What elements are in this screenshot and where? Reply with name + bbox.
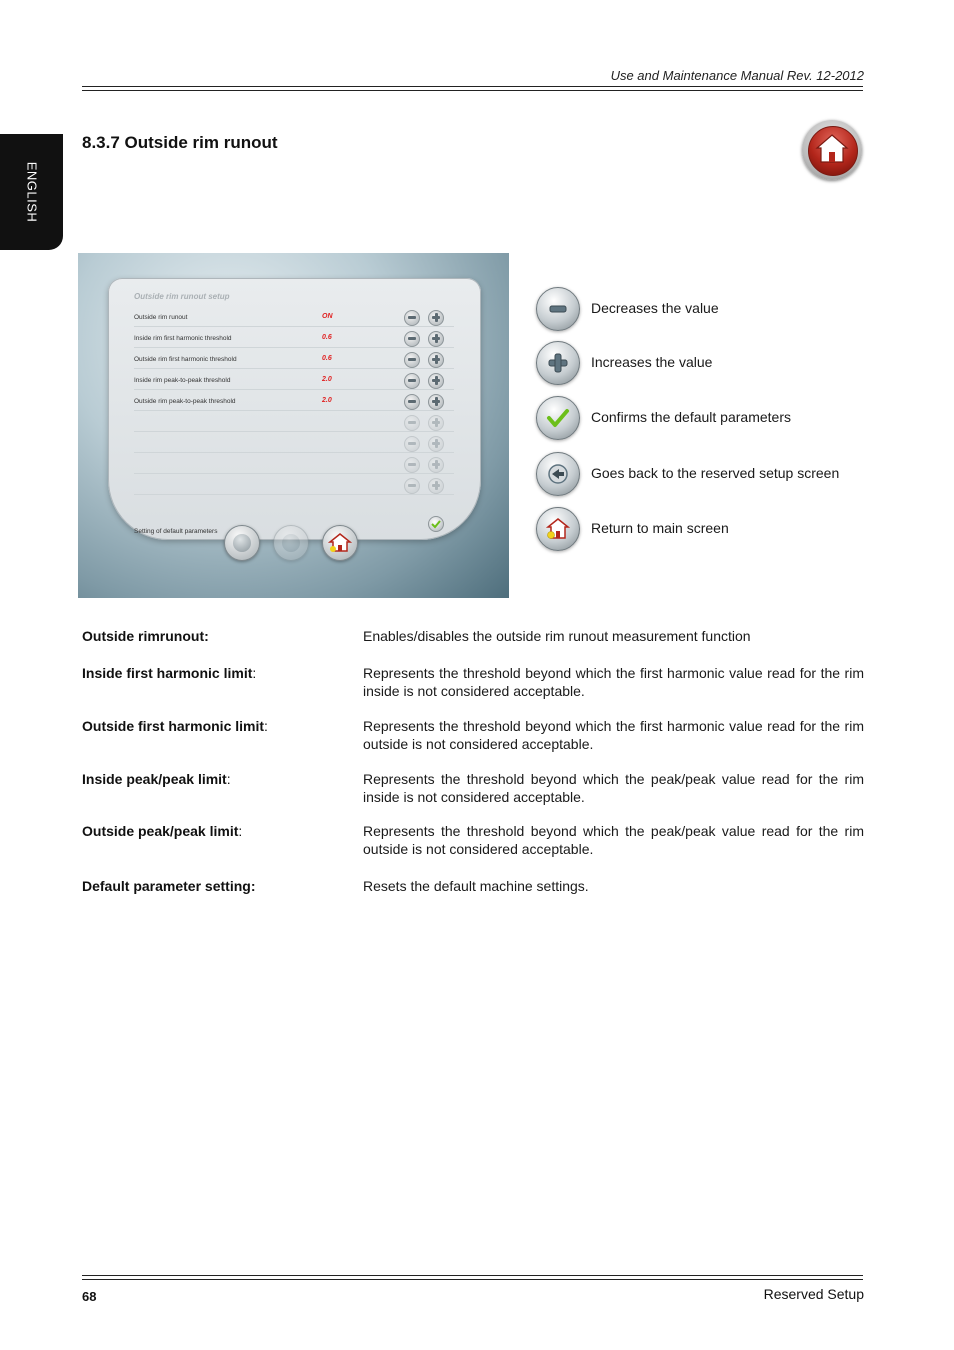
footer-section-name: Reserved Setup [763, 1286, 864, 1302]
row-value: 0.6 [322, 355, 332, 362]
disabled-button [273, 525, 309, 561]
page-number: 68 [82, 1289, 97, 1304]
definition-term: Inside peak/peak limit: [82, 771, 231, 787]
back-arrow-icon [536, 452, 580, 496]
legend-label: Increases the value [591, 354, 713, 370]
footer-rule-thin [82, 1279, 863, 1280]
panel-title: Outside rim runout setup [134, 292, 230, 301]
plus-icon [428, 415, 444, 431]
header-rule [82, 86, 863, 87]
minus-icon [404, 478, 420, 494]
minus-icon[interactable] [404, 331, 420, 347]
empty-row [134, 434, 454, 453]
row-value: 2.0 [322, 376, 332, 383]
setup-row [134, 350, 454, 369]
plus-icon [536, 341, 580, 385]
legend-label: Confirms the default parameters [591, 409, 791, 425]
header-rule-thin [82, 90, 863, 91]
row-label: Outside rim first harmonic threshold [134, 356, 237, 363]
legend-label: Decreases the value [591, 300, 719, 316]
minus-icon[interactable] [404, 394, 420, 410]
definition-description: Represents the threshold beyond which the peak/peak value read for the rim outside is not considered acceptable. [363, 823, 864, 857]
row-value: ON [322, 313, 333, 320]
minus-icon [404, 415, 420, 431]
minus-icon[interactable] [404, 373, 420, 389]
plus-icon[interactable] [428, 394, 444, 410]
plus-icon[interactable] [428, 331, 444, 347]
plus-icon [428, 478, 444, 494]
plus-icon[interactable] [428, 352, 444, 368]
legend-label: Goes back to the reserved setup screen [591, 465, 840, 481]
setup-row [134, 392, 454, 411]
definition-description: Resets the default machine settings. [363, 878, 589, 894]
definition-term: Outside first harmonic limit: [82, 718, 268, 734]
row-label: Inside rim peak-to-peak threshold [134, 377, 231, 384]
row-value: 2.0 [322, 397, 332, 404]
check-icon [536, 396, 580, 440]
minus-icon [404, 457, 420, 473]
home-icon [536, 507, 580, 551]
definition-description: Represents the threshold beyond which the peak/peak value read for the rim inside is not considered acceptable. [363, 771, 864, 805]
setup-row [134, 371, 454, 390]
minus-icon [404, 436, 420, 452]
check-icon[interactable] [428, 516, 444, 532]
definition-term: Outside rimrunout: [82, 628, 209, 644]
definition-term: Default parameter setting: [82, 878, 256, 894]
definition-description: Represents the threshold beyond which the first harmonic value read for the rim outside is not considered acceptable. [363, 718, 864, 752]
section-title: 8.3.7 Outside rim runout [82, 133, 278, 152]
setup-row [134, 308, 454, 327]
definition-description: Enables/disables the outside rim runout measurement function [363, 628, 751, 644]
language-tab [0, 134, 63, 250]
minus-icon [536, 287, 580, 331]
row-value: 0.6 [322, 334, 332, 341]
back-arrow-icon[interactable] [224, 525, 260, 561]
row-label: Inside rim first harmonic threshold [134, 335, 232, 342]
plus-icon[interactable] [428, 310, 444, 326]
default-setting-label: Setting of default parameters [134, 528, 218, 535]
row-label: Outside rim peak-to-peak threshold [134, 398, 236, 405]
empty-row [134, 455, 454, 474]
definition-description: Represents the threshold beyond which the first harmonic value read for the rim inside is not considered acceptable. [363, 665, 864, 699]
empty-row [134, 476, 454, 495]
minus-icon[interactable] [404, 352, 420, 368]
plus-icon [428, 457, 444, 473]
legend-label: Return to main screen [591, 520, 729, 536]
row-label: Outside rim runout [134, 314, 188, 321]
plus-icon [428, 436, 444, 452]
home-icon[interactable] [322, 525, 358, 561]
definition-term: Outside peak/peak limit: [82, 823, 243, 839]
setup-panel [108, 278, 481, 540]
language-label: ENGLISH [24, 161, 39, 223]
definition-term: Inside first harmonic limit: [82, 665, 257, 681]
footer-rule [82, 1275, 863, 1276]
home-icon [802, 120, 862, 180]
plus-icon[interactable] [428, 373, 444, 389]
setup-row [134, 329, 454, 348]
minus-icon[interactable] [404, 310, 420, 326]
empty-row [134, 413, 454, 432]
manual-title: Use and Maintenance Manual Rev. 12-2012 [610, 68, 864, 83]
setup-screenshot [78, 253, 509, 598]
